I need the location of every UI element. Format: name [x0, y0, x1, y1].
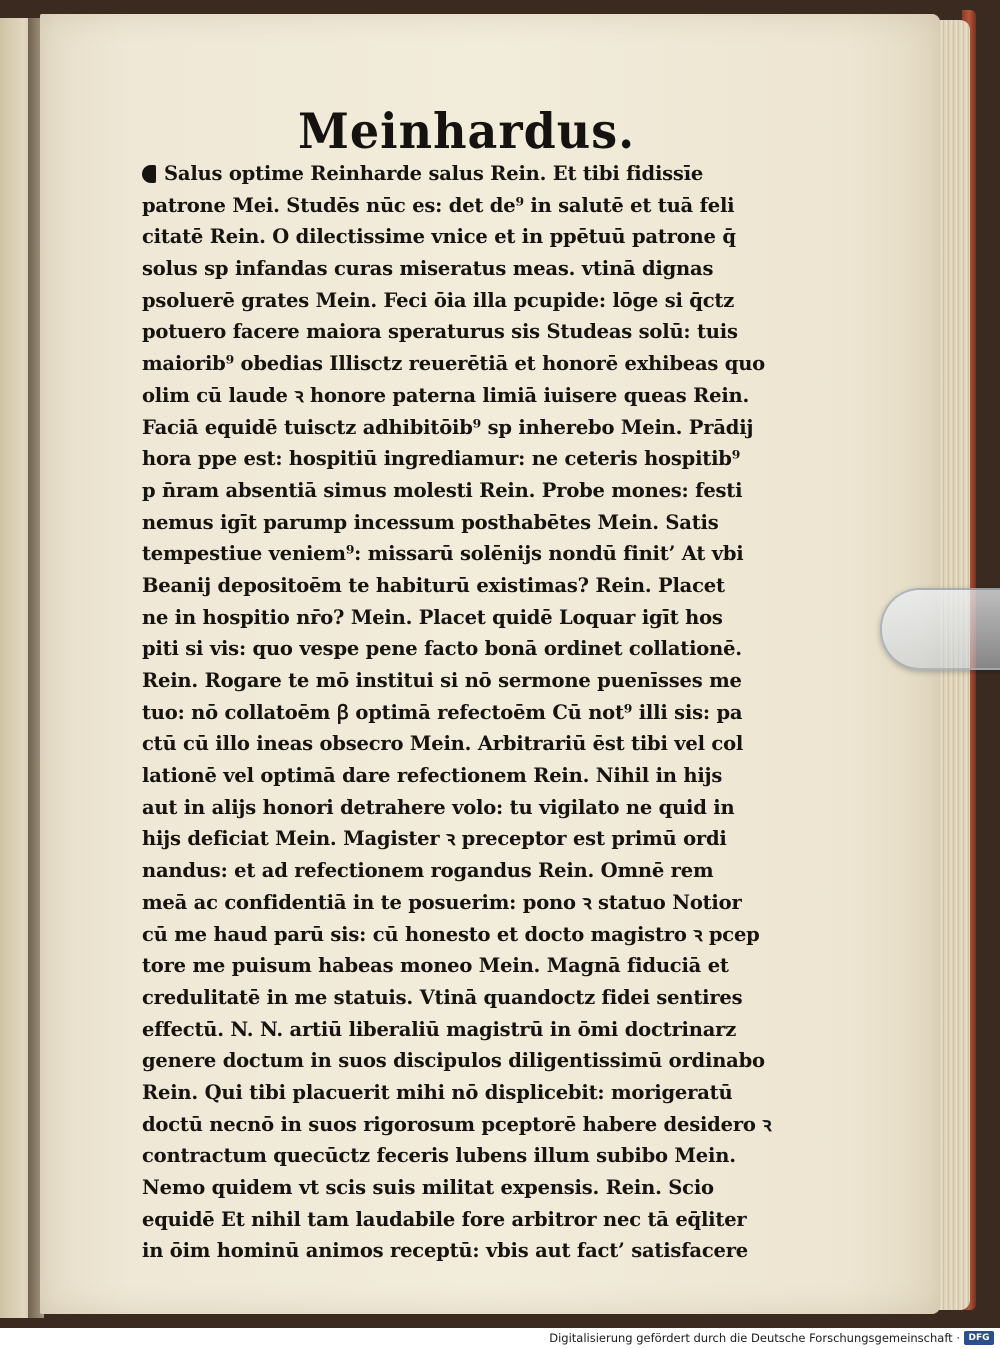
text-line-content: contractum quecūctz feceris lubens illum subibo Mein.: [142, 1144, 736, 1168]
text-line-content: potuero facere maiora speraturus sis Studeas solū: tuis: [142, 320, 738, 344]
text-line-content: Rein. Rogare te mō institui si nō sermone puenīsses me: [142, 669, 742, 692]
funding-credit: Digitalisierung gefördert durch die Deutsche Forschungsgemeinschaft ·: [549, 1331, 960, 1345]
text-line-content: olim cū laude ꝛ honore paterna limiā iuisere queas Rein.: [142, 383, 750, 407]
text-line: [142, 697, 774, 729]
text-line: [142, 538, 774, 570]
text-line-content: p n̄ram absentiā simus molesti Rein. Probe mones: festi: [142, 478, 743, 502]
text-line-content: ctū cū illo ineas obsecro Mein. Arbitrariū ēst tibi vel col: [142, 732, 744, 756]
text-line-content: effectū. N. N. artiū liberaliū magistrū in ōmi doctrinarz: [142, 1017, 737, 1041]
text-line-content: maiorib⁹ obedias Illisctz reuerētiā et honorē exhibeas quo: [142, 352, 765, 376]
text-line-content: in ōim hominū animos receptū: vbis aut fact’ satisfacere: [142, 1239, 748, 1263]
text-line-content: doctū necnō in suos rigorosum pceptorē habere desidero ꝛ: [142, 1112, 772, 1136]
text-line-content: tore me puisum habeas moneo Mein. Magnā fiduciā et: [142, 954, 729, 978]
text-line-content: Nemo quidem vt scis suis militat expensis. Rein. Scio: [142, 1176, 714, 1199]
text-line: [142, 412, 774, 444]
text-line: [142, 950, 774, 982]
text-line: [142, 665, 774, 697]
text-line: [142, 1204, 774, 1236]
text-line: [142, 316, 774, 348]
text-line-content: tempestiue veniem⁹: missarū solēnijs nondū finit’ At vbi: [142, 542, 744, 566]
text-line: [142, 285, 774, 317]
text-line-content: hora ppe est: hospitiū ingrediamur: ne ceteris hospitib⁹: [142, 447, 741, 471]
text-line: [142, 380, 774, 412]
text-line-content: Beanij depositoēm te habiturū existimas? Rein. Placet: [142, 573, 725, 597]
text-line-content: Salus optime Reinharde salus Rein. Et tibi fidissīe: [164, 162, 704, 185]
text-line: [142, 792, 774, 824]
text-line-content: patrone Mei. Studēs nūc es: det de⁹ in salutē et tuā feli: [142, 193, 735, 217]
text-line: [142, 1140, 774, 1172]
page-holder-clip: [880, 588, 1000, 670]
text-line-content: nemus igīt parump incessum posthabētes Mein. Satis: [142, 510, 719, 534]
text-line: [142, 348, 774, 380]
text-line-content: nandus: et ad refectionem rogandus Rein. Omnē rem: [142, 859, 714, 883]
text-line: [142, 760, 774, 792]
text-line-content: hijs deficiat Mein. Magister ꝛ preceptor est primū ordi: [142, 827, 727, 851]
text-line-content: meā ac confidentiā in te posuerim: pono ꝛ statuo Notior: [142, 890, 742, 914]
footer-bar: [0, 1328, 1000, 1349]
text-line: [142, 475, 774, 507]
text-line: [142, 507, 774, 539]
page-title: Meinhardus.: [298, 102, 636, 160]
text-line: [142, 855, 774, 887]
text-line: [142, 253, 774, 285]
printed-text-block: [142, 158, 774, 1267]
text-line: [142, 728, 774, 760]
text-line-content: aut in alijs honori detrahere volo: tu vigilato ne quid in: [142, 795, 735, 819]
text-line-content: equidē Et nihil tam laudabile fore arbitror nec tā eq̄liter: [142, 1207, 747, 1231]
text-line: [142, 1014, 774, 1046]
text-line: [142, 919, 774, 951]
text-line-content: genere doctum in suos discipulos diligentissimū ordinabo: [142, 1049, 765, 1073]
text-line: [142, 190, 774, 222]
text-line-content: tuo: nō collatoēm ꞵ optimā refectoēm Cū not⁹ illi sis: pa: [142, 700, 743, 724]
text-line: [142, 1045, 774, 1077]
text-line: [142, 221, 774, 253]
text-line-content: cū me haud parū sis: cū honesto et docto magistro ꝛ pcep: [142, 922, 760, 946]
text-line: [142, 158, 774, 190]
text-line: [142, 887, 774, 919]
text-line: [142, 1077, 774, 1109]
text-line: [142, 1235, 774, 1267]
text-line: [142, 443, 774, 475]
text-line: [142, 982, 774, 1014]
text-line-content: ne in hospitio nr̄o? Mein. Placet quidē Loquar igīt hos: [142, 605, 723, 629]
text-line: [142, 1172, 774, 1204]
text-line-content: credulitatē in me statuis. Vtinā quandoctz fidei sentires: [142, 985, 743, 1009]
text-line-content: Faciā equidē tuisctz adhibitōib⁹ sp inherebo Mein. Prādij: [142, 415, 754, 439]
text-line-content: lationē vel optimā dare refectionem Rein. Nihil in hijs: [142, 764, 723, 788]
dfg-logo-icon: DFG: [964, 1331, 994, 1345]
text-line: [142, 1109, 774, 1141]
text-line-content: psoluerē grates Mein. Feci ōia illa pcupide: lōge si q̄̄ctz: [142, 288, 735, 312]
text-line-content: Rein. Qui tibi placuerit mihi nō displicebit: morigeratū: [142, 1080, 733, 1104]
text-line: [142, 823, 774, 855]
text-line: [142, 602, 774, 634]
paragraph-mark-icon: [142, 165, 156, 183]
text-line: [142, 633, 774, 665]
text-line: [142, 570, 774, 602]
text-line-content: citatē Rein. O dilectissime vnice et in ppētuū patrone q̄: [142, 225, 736, 249]
text-line-content: solus sp infandas curas miseratus meas. vtinā dignas: [142, 257, 714, 281]
text-line-content: piti si vis: quo vespe pene facto bonā ordinet collationē.: [142, 637, 742, 661]
